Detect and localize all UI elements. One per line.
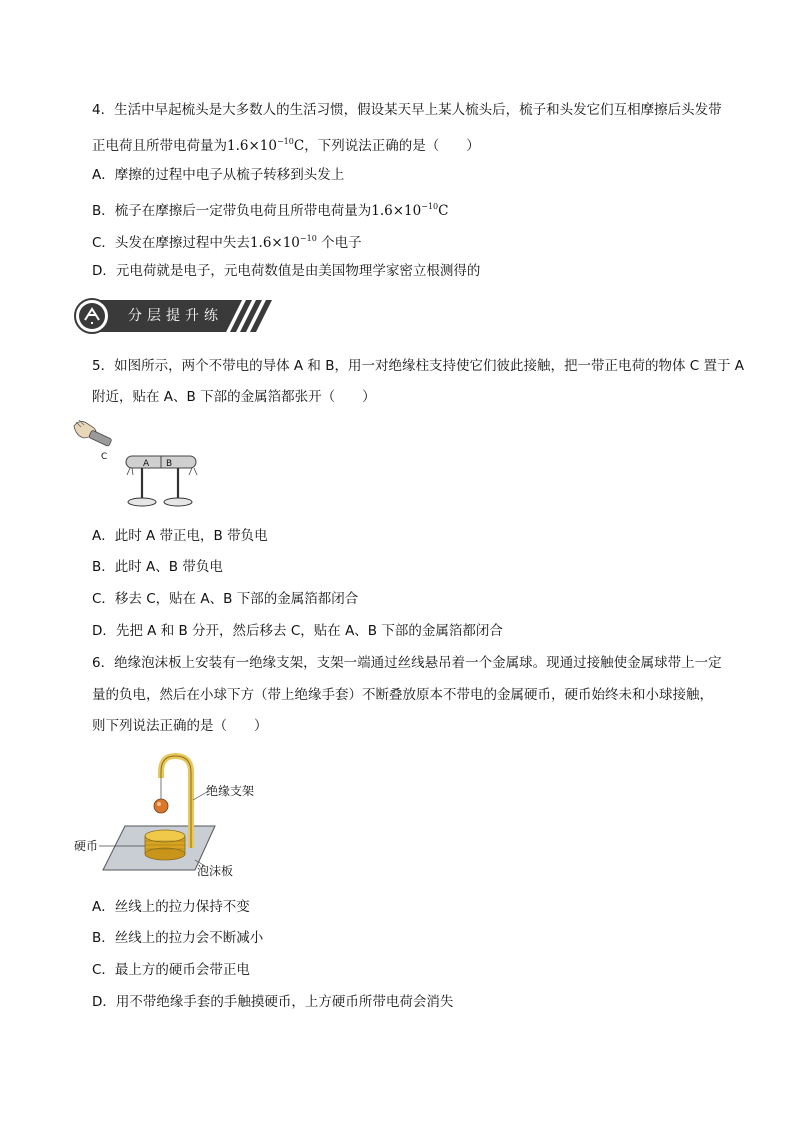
charge-unit: C (293, 138, 305, 154)
coin-top (145, 830, 185, 842)
q5-option-c: C．移去 C，贴在 A、B 下部的金属箔都闭合 (92, 591, 359, 607)
fig-label-board: 泡沫板 (197, 864, 234, 878)
q4-option-c-count (250, 235, 317, 251)
q4-stem-line2 (92, 132, 480, 156)
q6-option-d: D．用不带绝缘手套的手触摸硬币，上方硬币所带电荷会消失 (92, 994, 454, 1010)
stand-base-left (128, 498, 156, 506)
count-exponent: −10 (299, 234, 317, 243)
section-title: 分层提升练 (128, 308, 223, 324)
foil-b (189, 468, 197, 475)
q5-option-a: A．此时 A 带正电，B 带负电 (92, 528, 268, 544)
q6-option-a: A．丝线上的拉力保持不变 (92, 899, 250, 915)
fig-label-coin: 硬币 (74, 839, 99, 853)
q6-option-b: B．丝线上的拉力会不断减小 (92, 930, 264, 946)
q4-stem-line2-post: ，下列说法正确的是（ ） (304, 138, 480, 154)
stand-base-right (164, 498, 192, 506)
q6-stem-line1: 6．绝缘泡沫板上安装有一绝缘支架，支架一端通过丝线悬吊着一个金属球。现通过接触使金属球带上一定 (92, 655, 722, 671)
metal-ball (154, 799, 168, 813)
coin-stack-bottom (145, 848, 185, 860)
charge-base: 1.6×10 (371, 203, 422, 219)
leader-stand (193, 792, 207, 800)
q4-option-c (92, 229, 362, 253)
q6-stem-line3: 则下列说法正确的是（ ） (92, 718, 268, 734)
q4-option-d: D．元电荷就是电子，元电荷数值是由美国物理学家密立根测得的 (92, 263, 481, 279)
q4-charge-value (227, 138, 304, 154)
charged-rod-c (89, 430, 112, 447)
q5-stem-line2: 附近，贴在 A、B 下部的金属箔都张开（ ） (92, 389, 376, 405)
charge-exponent: −10 (421, 202, 439, 211)
q4-stem-line2-pre: 正电荷且所带电荷量为 (92, 138, 227, 154)
fig-label-b: B (166, 459, 173, 469)
fig-label-stand: 绝缘支架 (206, 784, 255, 798)
q5-option-b: B．此时 A、B 带负电 (92, 559, 223, 575)
q4-option-c-post: 个电子 (321, 235, 362, 251)
q4-option-b-pre: B．梳子在摩擦后一定带负电荷且所带电荷量为 (92, 203, 372, 219)
q4-stem-line1: 4．生活中早起梳头是大多数人的生活习惯，假设某天早上某人梳头后，梳子和头发它们互相摩擦后头发带 (92, 102, 722, 118)
q6-figure-apparatus (95, 748, 225, 878)
q6-stem-line2: 量的负电，然后在小球下方（带上绝缘手套）不断叠放原本不带电的金属硬币，硬币始终未和小球接触， (92, 687, 713, 703)
charge-unit: C (438, 203, 449, 219)
fig-label-c: C (101, 452, 108, 462)
ball-highlight (157, 802, 161, 806)
q5-figure-conductors (72, 418, 212, 510)
q4-option-b-charge (371, 203, 448, 219)
q5-option-d: D．先把 A 和 B 分开，然后移去 C，贴在 A、B 下部的金属箔都闭合 (92, 623, 503, 639)
q6-option-c: C．最上方的硬币会带正电 (92, 962, 250, 978)
q4-option-a: A．摩擦的过程中电子从梳子转移到头发上 (92, 167, 345, 183)
charge-base: 1.6×10 (227, 138, 277, 154)
fig-label-a: A (143, 459, 150, 469)
q4-option-b (92, 197, 448, 221)
count-base: 1.6×10 (249, 235, 300, 251)
q4-option-c-pre: C．头发在摩擦过程中失去 (92, 235, 250, 251)
charge-exponent: −10 (276, 137, 294, 146)
q5-stem-line1: 5．如图所示，两个不带电的导体 A 和 B，用一对绝缘柱支持使它们彼此接触，把一带正电荷的物体 C 置于 A (92, 358, 744, 374)
foil-a (127, 468, 133, 475)
